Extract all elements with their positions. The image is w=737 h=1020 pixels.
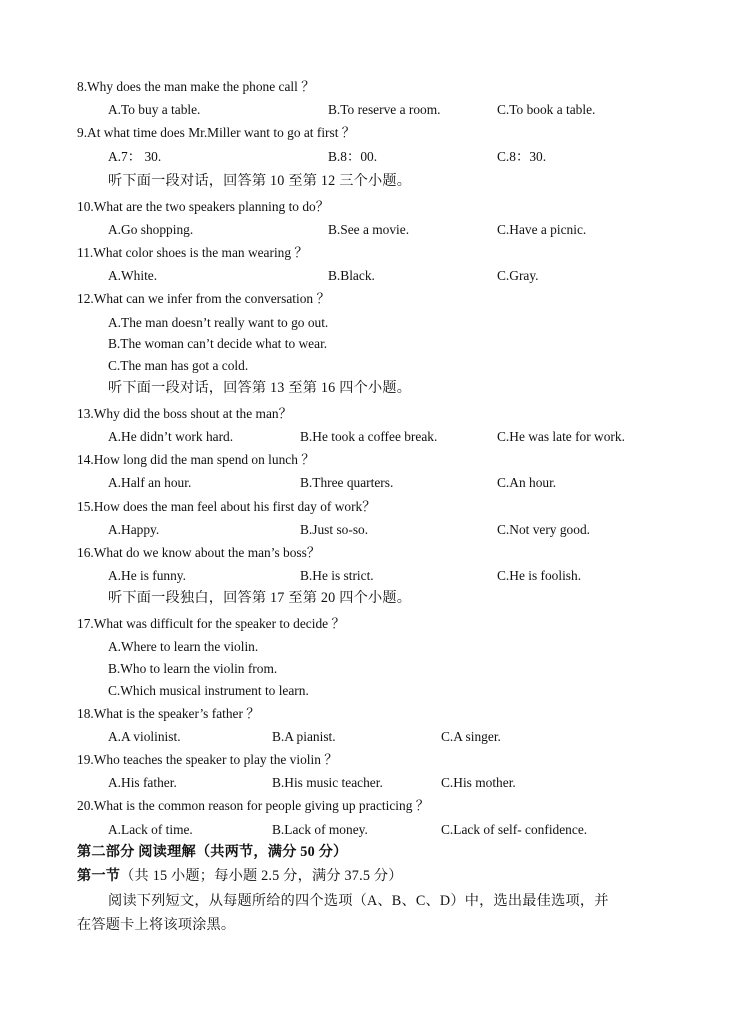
question-19-stem: 19.Who teaches the speaker to play the violin ？ [77, 752, 338, 767]
question-14-stem: 14.How long did the man spend on lunch ？ [77, 452, 315, 467]
question-8-option-b: B.To reserve a room. [328, 102, 441, 117]
listening-instruction-17-20: 听下面一段独白，回答第 17 至第 20 四个小题。 [108, 590, 412, 606]
part-two-heading: 第二部分 阅读理解（共两节，满分 50 分） [77, 844, 348, 860]
question-20-option-c: C.Lack of self- confidence. [441, 822, 588, 837]
question-14-option-c: C.An hour. [497, 475, 557, 490]
question-18-option-a: A.A violinist. [108, 729, 181, 744]
question-9-stem: 9.At what time does Mr.Miller want to go at first ？ [77, 125, 356, 140]
question-19-option-a: A.His father. [108, 775, 177, 790]
question-17-option-a: A.Where to learn the violin. [108, 639, 259, 654]
question-12-option-b: B.The woman can’t decide what to wear. [108, 336, 328, 351]
question-10-stem: 10.What are the two speakers planning to do？ [77, 199, 330, 214]
question-17-stem: 17.What was difficult for the speaker to decide ？ [77, 616, 345, 631]
section-one-label: 第一节 [77, 868, 121, 884]
question-17-option-c: C.Which musical instrument to learn. [108, 683, 309, 698]
question-20-option-a: A.Lack of time. [108, 822, 193, 837]
question-13-option-c: C.He was late for work. [497, 429, 625, 444]
question-9-option-b: B.8：00. [328, 149, 378, 164]
question-15-option-a: A.Happy. [108, 522, 160, 537]
question-14-option-b: B.Three quarters. [300, 475, 394, 490]
question-13-stem: 13.Why did the boss shout at the man？ [77, 406, 292, 421]
question-16-option-b: B.He is strict. [300, 568, 374, 583]
question-10-option-c: C.Have a picnic. [497, 222, 587, 237]
question-10-option-a: A.Go shopping. [108, 222, 194, 237]
question-20-option-b: B.Lack of money. [272, 822, 368, 837]
question-17-option-b: B.Who to learn the violin from. [108, 661, 278, 676]
question-13-option-b: B.He took a coffee break. [300, 429, 438, 444]
question-15-stem: 15.How does the man feel about his first day of work？ [77, 499, 376, 514]
question-16-option-c: C.He is foolish. [497, 568, 582, 583]
question-15-option-b: B.Just so-so. [300, 522, 369, 537]
question-10-option-b: B.See a movie. [328, 222, 410, 237]
question-14-option-a: A.Half an hour. [108, 475, 192, 490]
question-15-option-c: C.Not very good. [497, 522, 590, 537]
section-one-details: （共 15 小题；每小题 2.5 分，满分 37.5 分） [120, 868, 403, 884]
question-8-option-c: C.To book a table. [497, 102, 596, 117]
reading-instruction-line-2: 在答题卡上将该项涂黑。 [77, 917, 236, 933]
question-20-stem: 20.What is the common reason for people giving up practicing ？ [77, 798, 430, 813]
question-9-option-c: C.8：30. [497, 149, 547, 164]
question-8-option-a: A.To buy a table. [108, 102, 201, 117]
question-13-option-a: A.He didn’t work hard. [108, 429, 234, 444]
reading-instruction-line-1: 阅读下列短文，从每题所给的四个选项（A、B、C、D）中，选出最佳选项，并 [108, 893, 609, 909]
question-16-stem: 16.What do we know about the man’s boss？ [77, 545, 321, 560]
question-18-option-b: B.A pianist. [272, 729, 336, 744]
question-18-stem: 18.What is the speaker’s father ？ [77, 706, 260, 721]
question-16-option-a: A.He is funny. [108, 568, 186, 583]
listening-instruction-10-12: 听下面一段对话，回答第 10 至第 12 三个小题。 [108, 173, 412, 189]
question-8-stem: 8.Why does the man make the phone call ？ [77, 79, 315, 94]
question-11-option-c: C.Gray. [497, 268, 539, 283]
question-18-option-c: C.A singer. [441, 729, 501, 744]
listening-instruction-13-16: 听下面一段对话，回答第 13 至第 16 四个小题。 [108, 380, 412, 396]
question-11-option-b: B.Black. [328, 268, 375, 283]
section-one-heading [77, 867, 403, 885]
question-19-option-b: B.His music teacher. [272, 775, 383, 790]
question-12-option-c: C.The man has got a cold. [108, 358, 249, 373]
question-12-stem: 12.What can we infer from the conversation ？ [77, 291, 330, 306]
question-12-option-a: A.The man doesn’t really want to go out. [108, 315, 329, 330]
question-11-stem: 11.What color shoes is the man wearing ？ [77, 245, 308, 260]
question-9-option-a: A.7： 30. [108, 149, 162, 164]
question-11-option-a: A.White. [108, 268, 158, 283]
question-19-option-c: C.His mother. [441, 775, 516, 790]
